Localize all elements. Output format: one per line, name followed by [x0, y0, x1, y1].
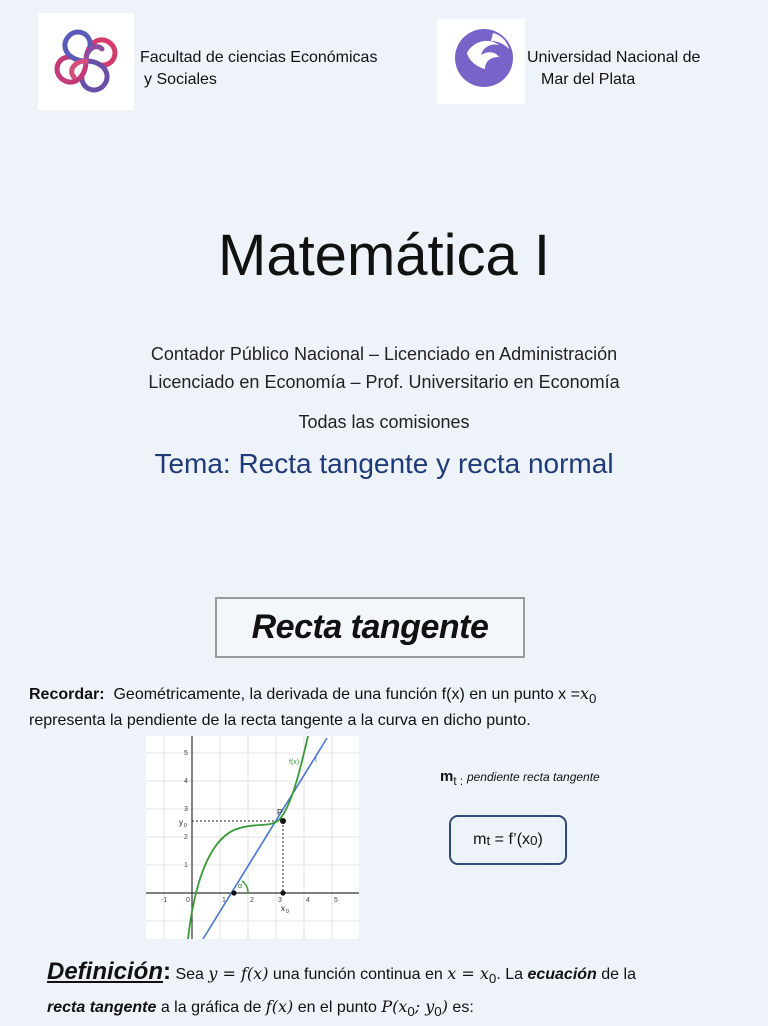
topic-title: Tema: Recta tangente y recta normal — [154, 448, 614, 479]
mt-symbol: m — [440, 768, 454, 785]
def-text3: de la — [601, 966, 636, 983]
university-logo — [437, 19, 525, 104]
x-tick-4: 4 — [306, 897, 310, 904]
def-sea: Sea — [175, 966, 204, 983]
alpha-label: α — [238, 883, 243, 890]
fx-label: f(x) — [289, 759, 300, 766]
recordar-text2: representa la pendiente de la recta tangente a la curva en dicho punto. — [29, 712, 531, 730]
faculty-logo — [38, 13, 134, 110]
wave-logo-icon — [437, 19, 525, 104]
def-text5: en el punto — [297, 999, 377, 1017]
x-tick-5: 5 — [334, 897, 338, 904]
faculty-name — [140, 47, 377, 91]
mt-formula-eq: = f’(x — [490, 831, 531, 848]
def-text1: una función continua en — [272, 966, 443, 983]
point-x0 — [280, 890, 285, 895]
x-tick-2: 2 — [250, 897, 254, 904]
y-tick-4: 4 — [184, 778, 188, 785]
def-fx: y = f(x) — [208, 964, 269, 983]
careers-line2: Licenciado en Economía – Prof. Universitario en Economía — [148, 372, 620, 392]
def-text2: . La — [496, 966, 523, 983]
x-tick--1: -1 — [161, 897, 168, 904]
x-tick-3: 3 — [278, 897, 282, 904]
recordar-x0: x — [579, 684, 589, 703]
tangent-graph — [146, 736, 359, 939]
university-name-line2: Mar del Plata — [541, 71, 636, 88]
def-text4: a la gráfica de — [160, 999, 262, 1017]
mt-formula-m: m — [473, 831, 487, 848]
comisiones: Todas las comisiones — [298, 412, 470, 432]
university-name-line1: Universidad Nacional de — [527, 49, 701, 66]
def-point-sub2: 0 — [434, 1004, 442, 1020]
section-title-box — [215, 597, 525, 658]
y-tick-3: 3 — [184, 806, 188, 813]
recordar-label: Recordar: — [29, 686, 105, 703]
careers-line1: Contador Público Nacional – Licenciado en Administración — [150, 344, 618, 364]
mt-formula-sub: t — [486, 832, 491, 848]
recordar-text1: Geométricamente, la derivada de una función f(x) en un punto x = — [113, 686, 580, 703]
definition-colon: : — [163, 958, 172, 985]
mt-definition — [440, 768, 600, 788]
t-label: t — [315, 757, 317, 764]
def-point: P(x — [381, 997, 408, 1017]
careers — [0, 340, 768, 396]
y-tick-2: 2 — [184, 834, 188, 841]
tangent-graph-svg — [146, 736, 359, 939]
def-xeq: x = x — [447, 964, 489, 983]
def-point-mid: ; y — [414, 997, 435, 1017]
angle-arc — [242, 881, 248, 893]
def-point-end: ) — [441, 997, 448, 1017]
y0-label: y — [179, 818, 183, 827]
def-f-of-x: f(x) — [265, 997, 294, 1017]
mt-formula-box — [449, 815, 567, 865]
faculty-name-line2: y Sociales — [144, 71, 217, 88]
definition-paragraph — [47, 958, 747, 1026]
mt-formula-end: ) — [537, 831, 543, 848]
y0-sub: 0 — [184, 823, 187, 829]
recordar-x0-sub: 0 — [589, 691, 597, 707]
y-tick-5: 5 — [184, 750, 188, 757]
mt-symbol-sub: t : — [453, 774, 464, 788]
point-p — [280, 818, 286, 824]
y-tick-1: 1 — [184, 862, 188, 869]
point-root — [231, 890, 236, 895]
x0-sub: 0 — [286, 909, 289, 915]
mt-formula-x-sub: 0 — [530, 832, 538, 848]
def-point-sub1: 0 — [407, 1004, 415, 1020]
page-title: Matemática I — [218, 223, 550, 288]
university-name — [527, 47, 700, 91]
def-text6: es: — [452, 999, 474, 1017]
x0-label: x — [281, 904, 285, 913]
mt-description: pendiente recta tangente — [466, 770, 600, 784]
definition-heading: Definición — [47, 958, 164, 985]
x-tick-0: 0 — [186, 897, 190, 904]
recordar-paragraph — [29, 683, 749, 732]
section-title: Recta tangente — [251, 608, 489, 646]
point-p-label: P — [277, 808, 283, 817]
swirl-logo-icon — [38, 13, 134, 110]
faculty-name-line1: Facultad de ciencias Económicas — [140, 49, 378, 66]
def-recta-tangente: recta tangente — [47, 999, 157, 1017]
def-ecuacion: ecuación — [527, 966, 597, 983]
def-xeq-sub: 0 — [488, 971, 497, 987]
x-tick-1: 1 — [222, 897, 226, 904]
